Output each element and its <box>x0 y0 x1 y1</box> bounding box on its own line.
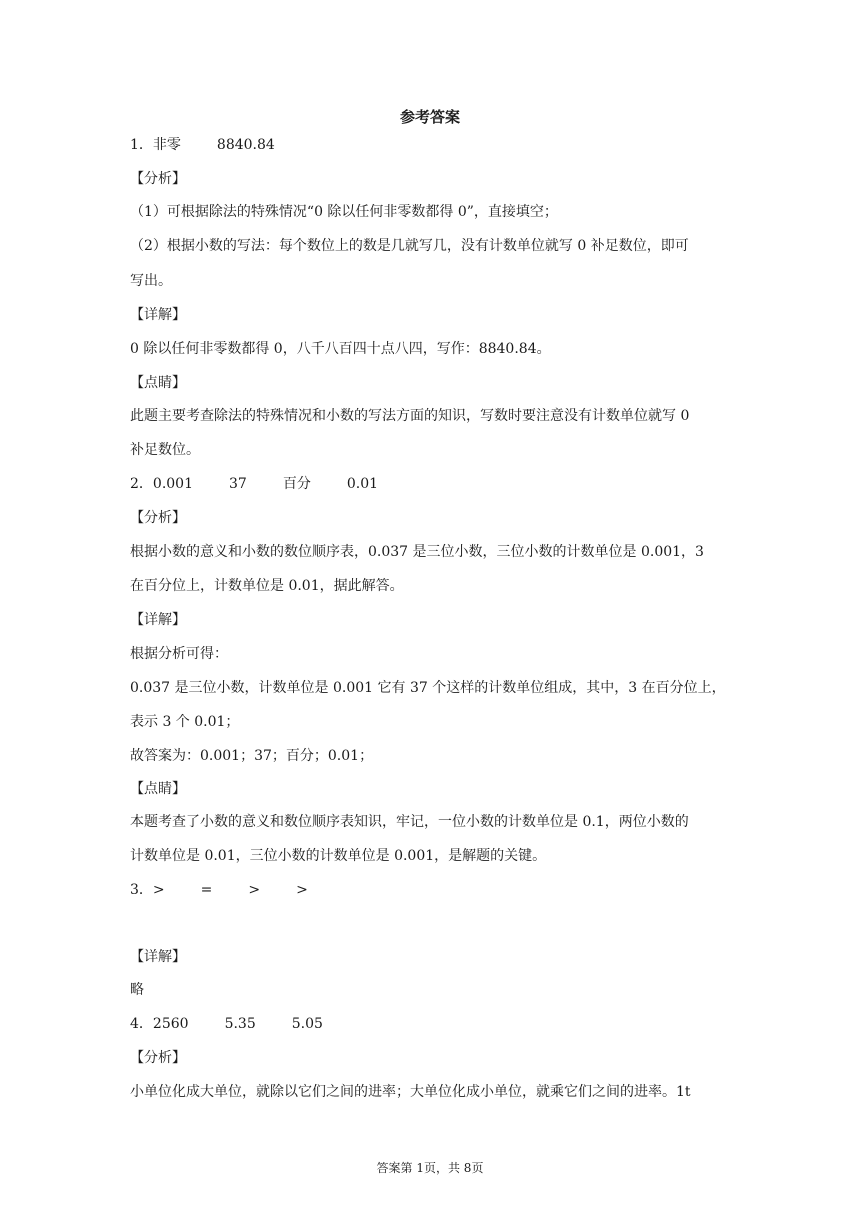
q2-analysis-label: 【分析】 <box>130 510 186 526</box>
q4-answer-line <box>130 1015 323 1033</box>
q3-detail-line-1: 略 <box>130 982 144 998</box>
q4-analysis-line-1: 小单位化成大单位，就除以它们之间的进率；大单位化成小单位，就乘它们之间的进率。1t <box>130 1084 691 1100</box>
q2-detail-line-4: 故答案为：0.001；37；百分；0.01； <box>130 748 374 764</box>
q3-answer-4: > <box>296 882 308 898</box>
q3-number: 3． <box>130 882 153 898</box>
page-footer: 答案第 1页，共 8页 <box>376 1161 484 1175</box>
q2-detail-label: 【详解】 <box>130 612 186 628</box>
q4-answer-3: 5.05 <box>291 1016 323 1032</box>
q1-number: 1． <box>130 137 153 153</box>
q3-answer-1: > <box>152 882 165 898</box>
q3-answer-3: > <box>248 882 261 898</box>
q1-answer-1: 非零 <box>152 137 181 153</box>
q1-analysis-line-2: （2）根据小数的写法：每个数位上的数是几就写几，没有计数单位就写 0 补足数位，即可 <box>130 238 689 254</box>
q2-answer-2: 37 <box>229 476 247 492</box>
q1-detail-label: 【详解】 <box>130 307 186 323</box>
q1-comment-line-1: 此题主要考查除法的特殊情况和小数的写法方面的知识，写数时要注意没有计数单位就写 0 <box>130 408 690 424</box>
q4-answer-1: 2560 <box>152 1016 189 1032</box>
q1-analysis-line-3: 写出。 <box>130 273 172 289</box>
q2-comment-label: 【点睛】 <box>130 781 186 797</box>
q2-answer-1: 0.001 <box>152 476 194 492</box>
q3-answer-2: = <box>200 882 213 898</box>
q1-analysis-label: 【分析】 <box>130 171 186 187</box>
q3-detail-label: 【详解】 <box>130 949 186 965</box>
q1-detail-line-1: 0 除以任何非零数都得 0，八千八百四十点八四，写作：8840.84。 <box>130 341 551 357</box>
q1-analysis-line-1: （1）可根据除法的特殊情况“0 除以任何非零数都得 0”，直接填空； <box>130 204 558 220</box>
q1-comment-label: 【点睛】 <box>130 375 186 391</box>
q1-answer-2: 8840.84 <box>216 137 275 153</box>
q2-analysis-line-2: 在百分位上，计数单位是 0.01，据此解答。 <box>130 578 404 594</box>
q2-answer-line <box>130 475 378 493</box>
q2-detail-line-2: 0.037 是三位小数，计数单位是 0.001 它有 37 个这样的计数单位组成，其中，3 在百分位上， <box>130 680 726 696</box>
q2-detail-line-3: 表示 3 个 0.01； <box>130 714 240 730</box>
q1-comment-line-2: 补足数位。 <box>130 442 200 458</box>
q1-answer-line <box>130 136 275 154</box>
q3-answer-line <box>130 881 308 899</box>
q4-answer-2: 5.35 <box>224 1016 256 1032</box>
q4-analysis-label: 【分析】 <box>130 1050 186 1066</box>
page-title: 参考答案 <box>399 108 460 126</box>
q2-analysis-line-1: 根据小数的意义和小数的数位顺序表，0.037 是三位小数，三位小数的计数单位是 0.001，3 <box>130 544 704 560</box>
q2-comment-line-1: 本题考查了小数的意义和数位顺序表知识，牢记，一位小数的计数单位是 0.1，两位小数的 <box>130 814 689 830</box>
q2-number: 2． <box>130 476 153 492</box>
q2-answer-4: 0.01 <box>346 476 379 492</box>
q2-answer-3: 百分 <box>282 476 311 492</box>
q2-comment-line-2: 计数单位是 0.01，三位小数的计数单位是 0.001，是解题的关键。 <box>130 848 547 864</box>
q4-number: 4． <box>130 1016 153 1032</box>
q2-detail-line-1: 根据分析可得： <box>130 646 228 662</box>
